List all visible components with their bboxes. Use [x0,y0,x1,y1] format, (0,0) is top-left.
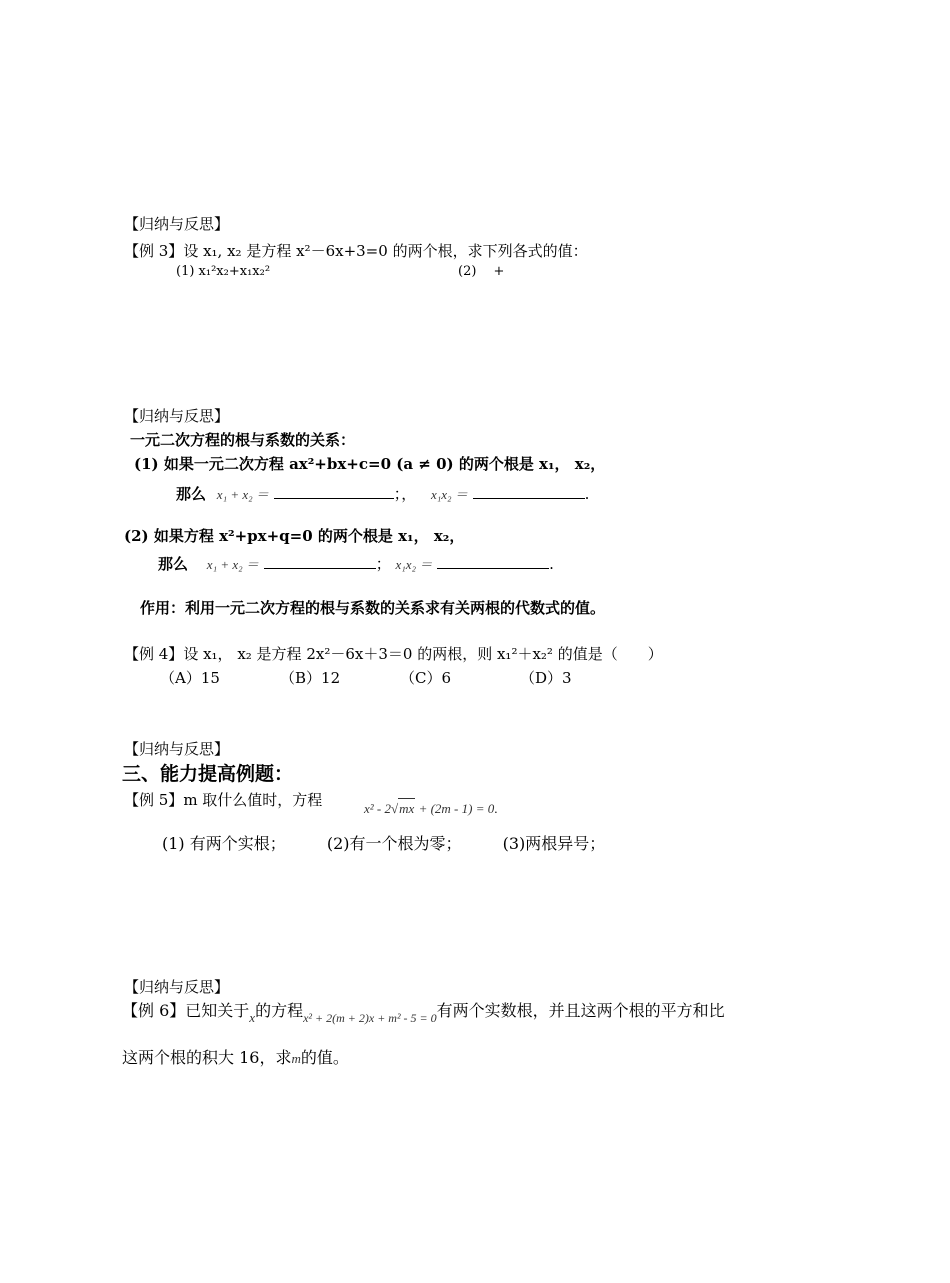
example-3-label: 【例 3】 [124,242,184,260]
example-5 [124,790,322,810]
option-c: （C）6 [400,669,452,687]
separator: ；， [393,485,417,503]
variable-m: m [291,1051,301,1066]
example-5-item-3: (3)两根异号； [502,834,606,853]
product-expression: x₁x₂ ＝ [430,487,468,502]
then-label: 那么 [176,485,207,503]
example-5-label: 【例 5】 [124,791,184,809]
sum-expression: x₁ + x₂ ＝ [206,557,259,572]
example-3-text: 设 x₁, x₂ 是方程 x²－6x+3=0 的两个根，求下列各式的值： [183,242,588,260]
example-6-equation: x² + 2(m + 2)x + m² - 5 = 0 [303,1011,437,1025]
sum-blank [274,484,394,499]
example-4-label: 【例 4】 [124,645,184,663]
product-blank [437,554,549,569]
reflect-heading-1: 【归纳与反思】 [124,215,230,233]
equation-part: + (2m - 1) = 0 [415,801,495,816]
example-6-text: 的值。 [300,1048,349,1067]
example-4-options [160,668,640,688]
separator: ； [375,555,391,573]
sqrt-radicand: mx [398,798,415,819]
example-6-text: 的方程 [255,1001,304,1020]
example-6-label: 【例 6】 [122,1001,186,1020]
theorem-part-1: (1) 如果一元二次方程 ax²+bx+c=0 (a ≠ 0) 的两个根是 x₁， x₂， [134,455,606,473]
example-6-line-1 [122,1001,725,1025]
example-3-item-2: (2) + [458,264,505,279]
product-blank [473,484,585,499]
option-b: （B）12 [280,669,341,687]
theorem-usage: 作用：利用一元二次方程的根与系数的关系求有关两根的代数式的值。 [140,599,606,617]
theorem-part-1-formula [176,484,589,505]
equation-part: x² - 2 [364,801,391,816]
example-5-item-2: (2)有一个根为零； [326,834,462,853]
example-5-equation: x² - 2√mx + (2m - 1) = 0. [364,798,497,819]
theorem-part-2-formula [158,554,554,575]
reflect-heading-3: 【归纳与反思】 [124,740,230,758]
product-expression: x₁x₂ ＝ [395,557,433,572]
section-3-heading: 三、能力提高例题： [122,763,294,785]
example-4 [124,644,663,664]
variable-x: x [249,1010,256,1025]
example-5-items [162,834,605,854]
example-6-line-2 [122,1048,349,1069]
option-a: （A）15 [160,669,220,687]
example-3 [124,241,588,261]
example-6-text: 已知关于 [185,1001,250,1020]
example-4-text: 设 x₁， x₂ 是方程 2x²－6x＋3＝0 的两根，则 x₁²＋x₂² 的值是（ ） [183,645,663,663]
equation-period: . [494,801,498,816]
theorem-part-2: (2) 如果方程 x²+px+q=0 的两个根是 x₁， x₂， [124,527,465,545]
example-5-text: m 取什么值时，方程 [183,791,323,809]
example-6-text: 这两个根的积大 16，求 [122,1048,292,1067]
example-3-item-1: (1) x₁²x₂+x₁x₂² [176,264,271,279]
option-d: （D）3 [520,669,572,687]
reflect-heading-4: 【归纳与反思】 [124,978,230,996]
reflect-heading-2: 【归纳与反思】 [124,407,230,425]
sum-expression: x₁ + x₂ ＝ [216,487,269,502]
period: . [584,485,590,503]
theorem-title: 一元二次方程的根与系数的关系： [130,431,356,449]
example-5-item-1: (1) 有两个实根； [162,834,286,853]
example-6-text: 有两个实数根，并且这两个根的平方和比 [436,1001,725,1020]
sum-blank [264,554,376,569]
then-label: 那么 [158,555,189,573]
period: . [549,555,554,573]
